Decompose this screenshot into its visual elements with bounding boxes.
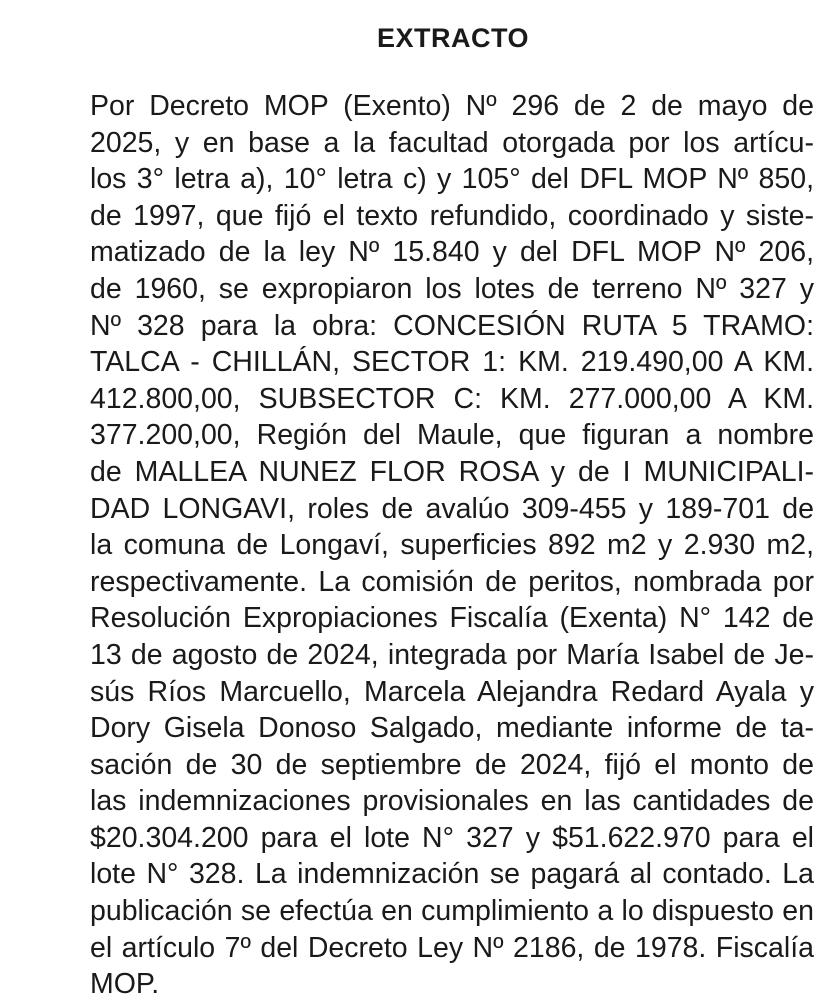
body-line: $20.304.200 para el lote N° 327 y $51.622.970 para el [90,821,814,854]
body-line: el artículo 7º del Decreto Ley Nº 2186, de 1978. Fiscalía [90,931,814,964]
body-line: Resolución Expropiaciones Fiscalía (Exenta) N° 142 de [90,602,814,635]
body-line: de MALLEA NUNEZ FLOR ROSA y de I MUNICIPALI- [90,455,814,488]
body-line: sación de 30 de septiembre de 2024, fijó el monto de [90,748,814,781]
body-line: 412.800,00, SUBSECTOR C: KM. 277.000,00 A KM. [90,382,814,415]
body-line: Por Decreto MOP (Exento) Nº 296 de 2 de mayo de [90,90,814,122]
body-line: respectivamente. La comisión de peritos, nombrada por [90,565,814,598]
document-title: EXTRACTO [376,23,529,53]
body-line: publicación se efectúa en cumplimiento a lo dispuesto en [90,895,814,928]
body-line: 377.200,00, Región del Maule, que figuran a nombre [90,419,814,452]
body-line: matizado de la ley Nº 15.840 y del DFL MOP Nº 206, [90,236,814,269]
body-line: de 1997, que fijó el texto refundido, coordinado y siste- [90,199,814,232]
body-line: DAD LONGAVI, roles de avalúo 309-455 y 189-701 de [90,492,814,525]
document-body [90,88,814,1003]
body-line: MOP. [90,968,160,1001]
body-line: la comuna de Longaví, superficies 892 m2 y 2.930 m2, [90,529,814,562]
body-line: sús Ríos Marcuello, Marcela Alejandra Redard Ayala y [90,675,814,708]
body-line: TALCA - CHILLÁN, SECTOR 1: KM. 219.490,00 A KM. [90,346,814,379]
body-line: 2025, y en base a la facultad otorgada por los artícu- [90,126,814,159]
body-line: Dory Gisela Donoso Salgado, mediante informe de ta- [90,712,814,745]
body-line: 13 de agosto de 2024, integrada por María Isabel de Je- [90,638,814,671]
body-line: Nº 328 para la obra: CONCESIÓN RUTA 5 TRAMO: [90,309,814,342]
body-line: las indemnizaciones provisionales en las cantidades de [90,785,814,818]
body-line: de 1960, se expropiaron los lotes de terreno Nº 327 y [90,272,814,305]
body-line: los 3° letra a), 10° letra c) y 105° del DFL MOP Nº 850, [90,163,814,196]
body-line: lote N° 328. La indemnización se pagará al contado. La [90,858,814,891]
